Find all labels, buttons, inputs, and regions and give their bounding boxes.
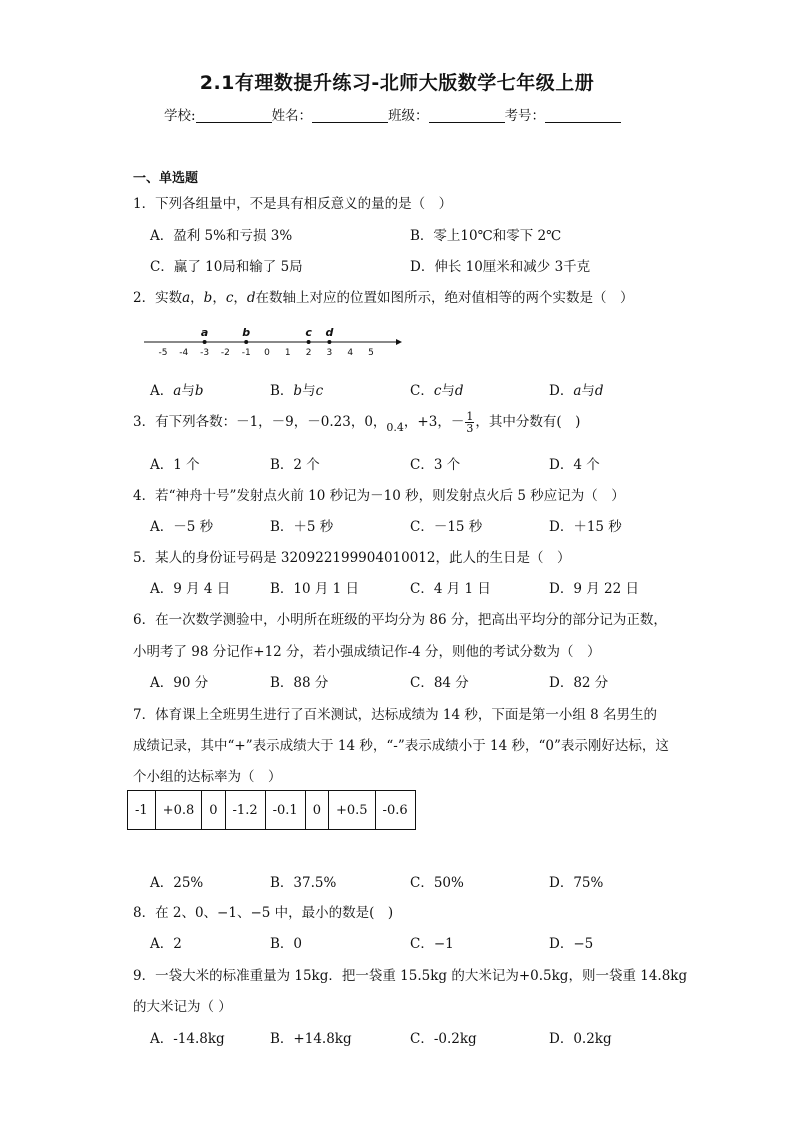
question-7-stem-line-1: 7．体育课上全班男生进行了百米测试，达标成绩为 14 秒，下面是第一小组 8 名男生的 bbox=[133, 707, 658, 723]
question-5-option-b: B．10 月 1 日 bbox=[270, 581, 360, 597]
score-table bbox=[127, 790, 416, 830]
question-6-option-c: C．84 分 bbox=[410, 675, 469, 691]
table-row bbox=[128, 791, 416, 830]
question-8-option-c: C．−1 bbox=[410, 936, 454, 952]
exam-number-blank[interactable] bbox=[545, 108, 621, 123]
table-cell: 0 bbox=[202, 791, 225, 830]
number-line-point-a bbox=[203, 340, 207, 344]
number-line-tick-label: 3 bbox=[326, 348, 333, 358]
question-6-option-b: B．88 分 bbox=[270, 675, 329, 691]
question-1-option-b: B．零上10℃和零下 2℃ bbox=[410, 228, 562, 244]
number-line-tick-label: 5 bbox=[368, 348, 374, 358]
question-4-option-c: C．－15 秒 bbox=[410, 519, 483, 535]
question-6-stem-line-1: 6．在一次数学测验中，小明所在班级的平均分为 86 分，把高出平均分的部分记为正数， bbox=[133, 612, 667, 628]
number-line-point-label-b: b bbox=[242, 326, 251, 339]
question-5-option-c: C．4 月 1 日 bbox=[410, 581, 491, 597]
question-2-option-a: A．a与b bbox=[150, 383, 204, 399]
question-8-stem: 8．在 2、0、−1、−5 中，最小的数是( ) bbox=[133, 905, 394, 921]
question-7-stem-line-3: 个小组的达标率为（ ） bbox=[133, 769, 282, 785]
question-1-stem: 1．下列各组量中，不是具有相反意义的量的是（ ） bbox=[133, 196, 453, 212]
table-cell: +0.5 bbox=[328, 791, 375, 830]
table-cell: +0.8 bbox=[155, 791, 202, 830]
question-9-option-c: C．-0.2kg bbox=[410, 1031, 477, 1047]
number-line-tick-label: 0 bbox=[264, 348, 270, 358]
question-2-option-b: B．b与c bbox=[270, 383, 324, 399]
table-cell: -1 bbox=[128, 791, 156, 830]
exam-number-label: 考号： bbox=[504, 108, 546, 124]
table-cell: -1.2 bbox=[225, 791, 265, 830]
decimal-value: 0.4 bbox=[386, 421, 404, 434]
number-line-point-label-d: d bbox=[325, 326, 334, 339]
table-cell: -0.1 bbox=[265, 791, 305, 830]
name-blank[interactable] bbox=[312, 108, 388, 123]
question-2-option-c: C．c与d bbox=[410, 383, 464, 399]
question-5-option-a: A．9 月 4 日 bbox=[150, 581, 231, 597]
question-8-option-b: B．0 bbox=[270, 936, 303, 952]
number-line-point-b bbox=[244, 340, 248, 344]
section-title: 一、单选题 bbox=[133, 171, 199, 186]
question-9-option-a: A．-14.8kg bbox=[150, 1031, 225, 1047]
question-4-stem: 4．若“神舟十号”发射点火前 10 秒记为－10 秒，则发射点火后 5 秒应记为（ ） bbox=[133, 488, 625, 504]
question-9-stem-line-1: 9．一袋大米的标准重量为 15kg．把一袋重 15.5kg 的大米记为+0.5kg，则一袋重 14.8kg bbox=[133, 968, 688, 984]
number-line-arrow bbox=[396, 339, 402, 345]
question-7-stem-line-2: 成绩记录，其中“+”表示成绩大于 14 秒，“-”表示成绩小于 14 秒，“0”表示刚好达标，这 bbox=[133, 738, 669, 754]
number-line-tick-label: -1 bbox=[241, 348, 251, 358]
question-4-option-b: B．＋5 秒 bbox=[270, 519, 334, 535]
question-7-option-d: D．75% bbox=[549, 875, 604, 891]
question-6-option-a: A．90 分 bbox=[150, 675, 209, 691]
number-line-tick-label: -2 bbox=[220, 348, 230, 358]
question-3-option-b: B．2 个 bbox=[270, 457, 320, 473]
question-1-option-d: D．伸长 10厘米和减少 3千克 bbox=[410, 259, 591, 275]
question-6-option-d: D．82 分 bbox=[549, 675, 609, 691]
number-line-tick-label: -3 bbox=[200, 348, 210, 358]
question-3-stem: 3．有下列各数：－1，－9，－0.23，0，$_{0.4}$，+3，－ $\frac{1}{3}$ ，其中分数有( ) bbox=[133, 410, 581, 435]
question-3-option-a: A．1 个 bbox=[150, 457, 200, 473]
question-4-option-a: A．－5 秒 bbox=[150, 519, 214, 535]
number-line-tick-label: -5 bbox=[158, 348, 168, 358]
table-cell: -0.6 bbox=[375, 791, 415, 830]
table-cell: 0 bbox=[305, 791, 328, 830]
number-line-tick-label: 1 bbox=[284, 348, 291, 358]
question-8-option-d: D．−5 bbox=[549, 936, 594, 952]
question-7-option-a: A．25% bbox=[150, 875, 204, 891]
student-info-line bbox=[164, 104, 621, 124]
question-4-option-d: D．＋15 秒 bbox=[549, 519, 622, 535]
name-label: 姓名： bbox=[271, 108, 313, 124]
number-line-tick-label: 4 bbox=[347, 348, 354, 358]
number-line-point-c bbox=[307, 340, 311, 344]
question-7-option-c: C．50% bbox=[410, 875, 464, 891]
question-7-option-b: B．37.5% bbox=[270, 875, 337, 891]
question-3-option-d: D．4 个 bbox=[549, 457, 600, 473]
fraction: $\frac{1}{3}$ bbox=[466, 410, 474, 435]
question-9-option-b: B．+14.8kg bbox=[270, 1031, 352, 1047]
school-blank[interactable] bbox=[196, 108, 272, 123]
question-9-stem-line-2: 的大米记为（ ） bbox=[133, 999, 232, 1015]
school-label: 学校: bbox=[164, 108, 196, 124]
question-1-option-c: C．赢了 10局和输了 5局 bbox=[150, 259, 303, 275]
number-line-point-d bbox=[327, 340, 331, 344]
number-line bbox=[140, 320, 410, 362]
page-title: 2.1有理数提升练习-北师大版数学七年级上册 bbox=[199, 72, 595, 94]
question-3-option-c: C．3 个 bbox=[410, 457, 461, 473]
number-line-tick-label: -4 bbox=[179, 348, 189, 358]
question-2-option-d: D．a与d bbox=[549, 383, 604, 399]
question-6-stem-line-2: 小明考了 98 分记作+12 分，若小强成绩记作-4 分，则他的考试分数为（ ） bbox=[133, 644, 601, 660]
class-label: 班级： bbox=[388, 108, 429, 124]
question-9-option-d: D．0.2kg bbox=[549, 1031, 612, 1047]
number-line-tick-label: 2 bbox=[305, 348, 312, 358]
number-line-point-label-c: c bbox=[305, 326, 312, 339]
question-5-option-d: D．9 月 22 日 bbox=[549, 581, 639, 597]
question-5-stem: 5．某人的身份证号码是 320922199904010012，此人的生日是（ ） bbox=[133, 550, 571, 566]
number-line-point-label-a: a bbox=[200, 326, 209, 339]
class-blank[interactable] bbox=[429, 108, 505, 123]
question-2-stem: 2．实数a，b，c，d在数轴上对应的位置如图所示，绝对值相等的两个实数是（ ） bbox=[133, 290, 634, 306]
question-8-option-a: A．2 bbox=[150, 936, 182, 952]
question-1-option-a: A．盈利 5%和亏损 3% bbox=[150, 228, 293, 244]
